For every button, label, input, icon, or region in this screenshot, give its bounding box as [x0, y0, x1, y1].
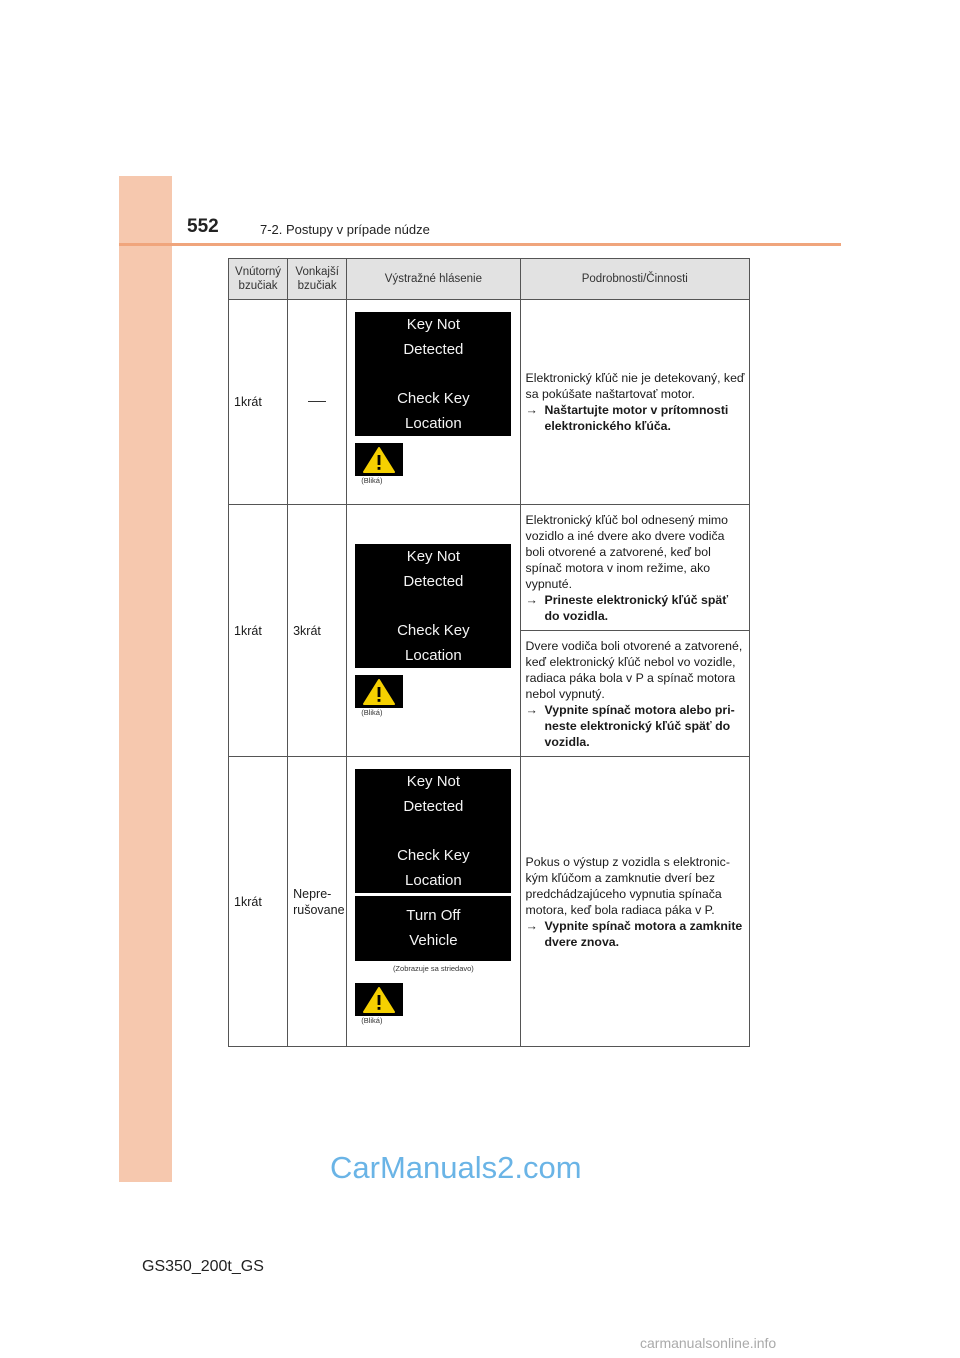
blink-note: (Bliká): [361, 708, 383, 717]
details-cell: [520, 300, 749, 505]
message-key-not-detected: [355, 544, 511, 668]
arrow-icon: →: [525, 592, 538, 607]
detail-action: Vypnite spínač motora a zamknite dvere znova.: [544, 918, 743, 949]
arrow-icon: →: [525, 702, 538, 717]
interior-buzzer: 1krát: [229, 505, 288, 757]
exterior-buzzer: 3krát: [288, 505, 347, 757]
blink-note: (Bliká): [361, 1016, 383, 1025]
message-key-not-detected: [355, 769, 511, 893]
interior-buzzer: 1krát: [229, 757, 288, 1047]
detail-action: Naštartujte motor v prítomnosti elektronického kľúča.: [544, 403, 729, 433]
warning-display: [347, 505, 520, 757]
message-line: Key Not: [406, 316, 461, 333]
arrow-icon: →: [525, 403, 538, 417]
details-cell: [520, 505, 749, 631]
detail-action: Prineste elektronický kľúč späť do vozidla.: [544, 592, 729, 623]
message-line: Detected: [403, 798, 464, 815]
watermark-carmanualsonline[interactable]: carmanualsonline.info: [640, 1335, 777, 1351]
header-rule: [119, 243, 841, 246]
dash-mark: [308, 401, 326, 402]
blink-note: (Bliká): [361, 476, 383, 485]
header-warning-message: Výstražné hlásenie: [347, 259, 520, 300]
warning-triangle-icon: [362, 678, 396, 706]
message-line: Location: [405, 415, 462, 432]
table-header-row: [229, 259, 750, 300]
message-key-not-detected: [355, 312, 511, 436]
watermark-carmanuals2[interactable]: CarManuals2.com: [330, 1150, 582, 1185]
message-line: Check Key: [397, 390, 470, 407]
chapter-sidebar: [119, 176, 172, 1182]
message-turn-off-vehicle: [355, 896, 511, 961]
section-title: 7-2. Postupy v prípade núdze: [260, 222, 430, 237]
details-cell: [520, 757, 749, 1047]
warning-light: [355, 443, 403, 476]
detail-text: Elektronický kľúč nie je detekovaný, keď sa pokúšate naštartovať motor.: [525, 371, 745, 401]
exterior-buzzer: Neprerušovane: [288, 757, 347, 1047]
warning-light: [355, 675, 403, 708]
details-cell: [520, 631, 749, 757]
table-row: [229, 757, 750, 1047]
message-line: Check Key: [397, 622, 470, 639]
table-row: [229, 300, 750, 505]
message-line: Key Not: [406, 773, 461, 790]
exterior-buzzer-none: [288, 300, 347, 505]
warning-table: [228, 258, 750, 1047]
message-line: Detected: [403, 573, 464, 590]
arrow-icon: →: [525, 918, 538, 933]
table-row: [229, 505, 750, 631]
warning-triangle-icon: [362, 986, 396, 1014]
detail-text: Pokus o výstup z vozidla s elektronickým kľúčom a zamknutie dverí bez predchádzajúceho vypnutia spínača motora, keď bola radiaca páka v P.: [525, 854, 730, 917]
warning-display: [347, 757, 520, 1047]
message-line: Location: [405, 872, 462, 889]
warning-display: [347, 300, 520, 505]
warning-triangle-icon: [362, 446, 396, 474]
message-line: Detected: [403, 341, 464, 358]
header-details: Podrobnosti/Činnosti: [520, 259, 749, 300]
page-number: 552: [187, 216, 219, 237]
alternating-note: (Zobrazuje sa striedavo): [392, 964, 474, 973]
detail-text: Elektronický kľúč bol odnesený mimo vozidlo a iné dvere ako dvere vodiča boli otvorené a zatvorené, keď bol spínač motora v inom režime, ako vypnuté.: [525, 512, 729, 591]
message-line: Location: [405, 647, 462, 664]
message-line: Vehicle: [409, 932, 458, 949]
detail-text: Dvere vodiča boli otvorené a zatvorené, keď elektronický kľúč nebol vo vozidle, radiaca páka bola v P a spínač motora nebol vypnutý.: [525, 638, 743, 701]
header-exterior-buzzer: Vonkajší bzučiak: [288, 259, 347, 300]
warning-light: [355, 983, 403, 1016]
message-line: Check Key: [397, 847, 470, 864]
message-line: Key Not: [406, 548, 461, 565]
header-interior-buzzer: Vnútorný bzučiak: [229, 259, 288, 300]
detail-action: Vypnite spínač motora alebo prineste elektronický kľúč späť do vozidla.: [544, 702, 735, 749]
message-line: Turn Off: [406, 907, 461, 924]
footer-model: GS350_200t_GS: [142, 1258, 264, 1275]
interior-buzzer: 1krát: [229, 300, 288, 505]
